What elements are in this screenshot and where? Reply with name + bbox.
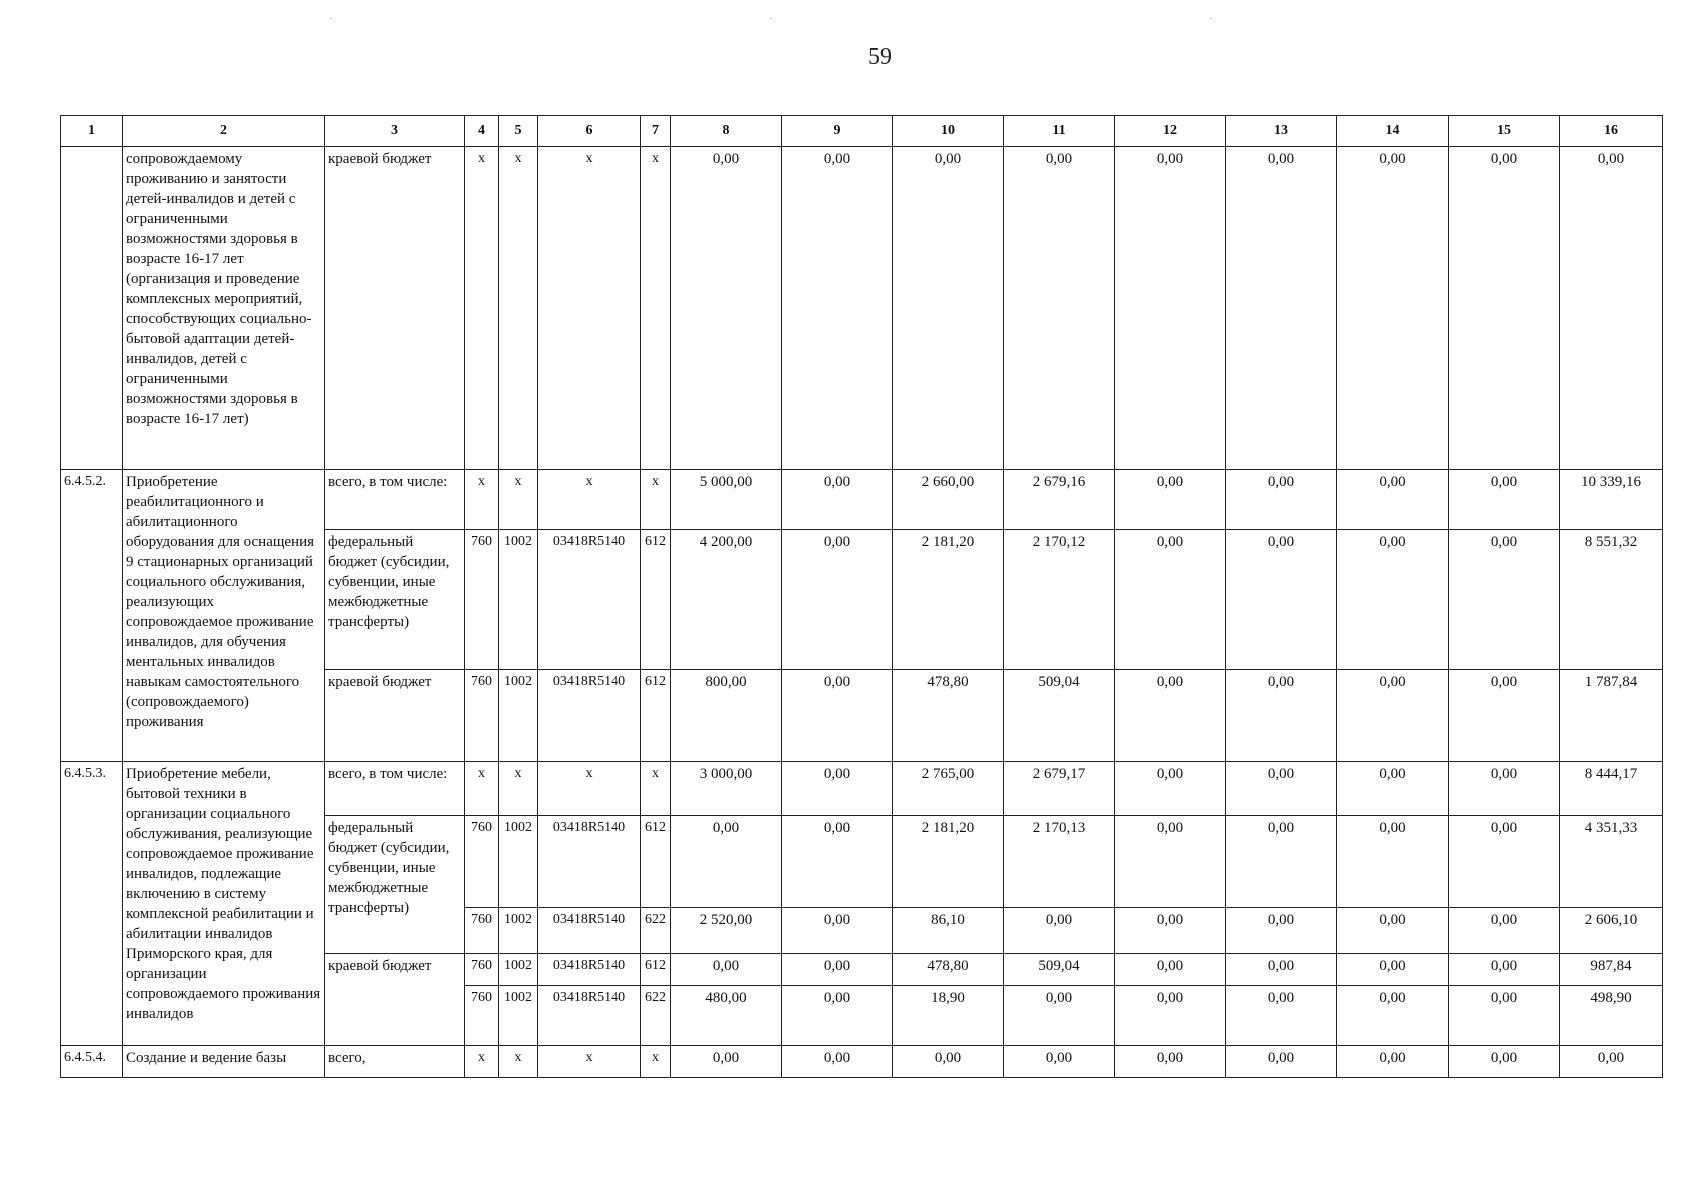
cell-value: 0,00 xyxy=(1226,530,1337,670)
cell-total: 498,90 xyxy=(1560,986,1663,1046)
cell-value: 2 660,00 xyxy=(893,470,1004,530)
cell-value: 0,00 xyxy=(1449,470,1560,530)
column-header: 11 xyxy=(1004,116,1115,147)
cell-total: 987,84 xyxy=(1560,954,1663,986)
table-row xyxy=(61,762,1663,816)
funding-source: всего, в том числе: xyxy=(325,470,465,530)
cell-csr: 03418R5140 xyxy=(538,670,641,762)
row-number xyxy=(61,147,123,470)
cell-vr: x xyxy=(641,1046,671,1078)
cell-value: 0,00 xyxy=(1337,908,1449,954)
column-header: 2 xyxy=(123,116,325,147)
cell-value: 0,00 xyxy=(782,816,893,908)
cell-value: 0,00 xyxy=(1115,530,1226,670)
table-row xyxy=(61,470,1663,530)
cell-csr: 03418R5140 xyxy=(538,530,641,670)
column-header: 3 xyxy=(325,116,465,147)
column-header: 14 xyxy=(1337,116,1449,147)
cell-value: 0,00 xyxy=(1115,670,1226,762)
cell-value: 0,00 xyxy=(1337,530,1449,670)
cell-value: 0,00 xyxy=(1449,954,1560,986)
cell-grbs: 760 xyxy=(465,908,499,954)
cell-value: 0,00 xyxy=(1449,147,1560,470)
funding-source: краевой бюджет xyxy=(325,670,465,762)
cell-value: 0,00 xyxy=(1004,908,1115,954)
cell-rzpr: 1002 xyxy=(499,954,538,986)
cell-total: 1 787,84 xyxy=(1560,670,1663,762)
cell-total: 0,00 xyxy=(1560,147,1663,470)
cell-value: 0,00 xyxy=(671,1046,782,1078)
cell-value: 0,00 xyxy=(782,147,893,470)
cell-value: 0,00 xyxy=(1115,816,1226,908)
cell-value: 4 200,00 xyxy=(671,530,782,670)
cell-value: 0,00 xyxy=(1449,986,1560,1046)
cell-value: 478,80 xyxy=(893,954,1004,986)
cell-value: 0,00 xyxy=(1226,908,1337,954)
cell-grbs: x xyxy=(465,762,499,816)
cell-value: 509,04 xyxy=(1004,954,1115,986)
cell-grbs: 760 xyxy=(465,670,499,762)
cell-value: 0,00 xyxy=(1004,147,1115,470)
cell-grbs: 760 xyxy=(465,816,499,908)
cell-csr: 03418R5140 xyxy=(538,816,641,908)
funding-source: всего, xyxy=(325,1046,465,1078)
cell-value: 0,00 xyxy=(1449,530,1560,670)
cell-value: 0,00 xyxy=(1115,470,1226,530)
column-header: 6 xyxy=(538,116,641,147)
column-header: 7 xyxy=(641,116,671,147)
cell-value: 3 000,00 xyxy=(671,762,782,816)
cell-value: 0,00 xyxy=(1337,670,1449,762)
page-number: 59 xyxy=(868,44,892,70)
cell-value: 0,00 xyxy=(1449,1046,1560,1078)
cell-value: 0,00 xyxy=(1115,908,1226,954)
column-header: 13 xyxy=(1226,116,1337,147)
cell-value: 0,00 xyxy=(1004,986,1115,1046)
cell-total: 4 351,33 xyxy=(1560,816,1663,908)
cell-grbs: 760 xyxy=(465,986,499,1046)
cell-csr: 03418R5140 xyxy=(538,954,641,986)
cell-value: 0,00 xyxy=(782,1046,893,1078)
cell-value: 0,00 xyxy=(1226,762,1337,816)
scan-speck xyxy=(770,18,772,19)
cell-rzpr: x xyxy=(499,762,538,816)
cell-value: 2 170,13 xyxy=(1004,816,1115,908)
cell-value: 0,00 xyxy=(1115,986,1226,1046)
cell-vr: 622 xyxy=(641,908,671,954)
cell-total: 10 339,16 xyxy=(1560,470,1663,530)
cell-value: 86,10 xyxy=(893,908,1004,954)
funding-source: краевой бюджет xyxy=(325,954,465,1046)
cell-csr: 03418R5140 xyxy=(538,908,641,954)
table-row xyxy=(61,1046,1663,1078)
cell-vr: 612 xyxy=(641,670,671,762)
cell-value: 0,00 xyxy=(1449,908,1560,954)
column-header: 12 xyxy=(1115,116,1226,147)
cell-rzpr: 1002 xyxy=(499,986,538,1046)
cell-value: 0,00 xyxy=(1115,954,1226,986)
cell-vr: x xyxy=(641,762,671,816)
scan-speck xyxy=(330,18,332,19)
cell-value: 0,00 xyxy=(1004,1046,1115,1078)
cell-value: 0,00 xyxy=(1337,986,1449,1046)
cell-csr: x xyxy=(538,1046,641,1078)
cell-value: 0,00 xyxy=(1226,1046,1337,1078)
cell-value: 2 181,20 xyxy=(893,816,1004,908)
cell-grbs: 760 xyxy=(465,954,499,986)
cell-value: 0,00 xyxy=(1226,986,1337,1046)
cell-value: 0,00 xyxy=(671,816,782,908)
cell-value: 2 679,16 xyxy=(1004,470,1115,530)
cell-value: 0,00 xyxy=(1337,954,1449,986)
cell-value: 0,00 xyxy=(1226,147,1337,470)
cell-value: 0,00 xyxy=(782,470,893,530)
cell-value: 0,00 xyxy=(893,147,1004,470)
cell-value: 0,00 xyxy=(1449,670,1560,762)
cell-value: 0,00 xyxy=(1337,816,1449,908)
column-header: 16 xyxy=(1560,116,1663,147)
column-header: 5 xyxy=(499,116,538,147)
cell-rzpr: 1002 xyxy=(499,908,538,954)
cell-value: 0,00 xyxy=(671,147,782,470)
cell-value: 0,00 xyxy=(1337,147,1449,470)
cell-rzpr: x xyxy=(499,1046,538,1078)
cell-value: 0,00 xyxy=(1115,762,1226,816)
cell-value: 800,00 xyxy=(671,670,782,762)
cell-value: 0,00 xyxy=(1337,1046,1449,1078)
cell-rzpr: 1002 xyxy=(499,530,538,670)
cell-csr: 03418R5140 xyxy=(538,986,641,1046)
budget-table xyxy=(60,115,1663,1078)
cell-value: 509,04 xyxy=(1004,670,1115,762)
cell-value: 0,00 xyxy=(782,530,893,670)
cell-rzpr: 1002 xyxy=(499,670,538,762)
funding-source: федеральный бюджет (субсидии, субвенции, иные межбюджетные трансферты) xyxy=(325,530,465,670)
cell-value: 0,00 xyxy=(1226,816,1337,908)
cell-value: 0,00 xyxy=(782,670,893,762)
cell-total: 8 551,32 xyxy=(1560,530,1663,670)
cell-value: 0,00 xyxy=(1115,147,1226,470)
cell-rzpr: x xyxy=(499,147,538,470)
header-row xyxy=(61,116,1663,147)
cell-value: 0,00 xyxy=(1337,470,1449,530)
funding-source: краевой бюджет xyxy=(325,147,465,470)
cell-value: 0,00 xyxy=(1226,954,1337,986)
cell-value: 0,00 xyxy=(1115,1046,1226,1078)
cell-total: 8 444,17 xyxy=(1560,762,1663,816)
cell-value: 0,00 xyxy=(893,1046,1004,1078)
scan-speck xyxy=(1210,18,1212,19)
cell-value: 0,00 xyxy=(1226,670,1337,762)
row-number: 6.4.5.2. xyxy=(61,470,123,762)
cell-vr: x xyxy=(641,147,671,470)
funding-source: всего, в том числе: xyxy=(325,762,465,816)
column-header: 9 xyxy=(782,116,893,147)
cell-value: 0,00 xyxy=(1226,470,1337,530)
cell-grbs: x xyxy=(465,1046,499,1078)
activity-description: Создание и ведение базы xyxy=(123,1046,325,1078)
cell-value: 0,00 xyxy=(782,762,893,816)
column-header: 4 xyxy=(465,116,499,147)
column-header: 1 xyxy=(61,116,123,147)
cell-value: 2 765,00 xyxy=(893,762,1004,816)
cell-rzpr: 1002 xyxy=(499,816,538,908)
cell-rzpr: x xyxy=(499,470,538,530)
cell-vr: 612 xyxy=(641,954,671,986)
cell-value: 5 000,00 xyxy=(671,470,782,530)
cell-value: 2 679,17 xyxy=(1004,762,1115,816)
cell-vr: 612 xyxy=(641,530,671,670)
activity-description: сопровождаемому проживанию и занятости детей-инвалидов и детей с ограниченными возможностями здоровья в возрасте 16-17 лет (организация и проведение комплексных мероприятий, способствующих социально-бытовой адаптации детей-инвалидов, детей с ограниченными возможностями здоровья в возрасте 16-17 лет) xyxy=(123,147,325,470)
activity-description: Приобретение мебели, бытовой техники в организации социального обслуживания, реализующие сопровождаемое проживание инвалидов, подлежащие включению в систему комплексной реабилитации и абилитации инвалидов Приморского края, для организации сопровождаемого проживания инвалидов xyxy=(123,762,325,1046)
cell-value: 480,00 xyxy=(671,986,782,1046)
cell-total: 0,00 xyxy=(1560,1046,1663,1078)
table-row xyxy=(61,147,1663,470)
cell-value: 0,00 xyxy=(1449,762,1560,816)
cell-csr: x xyxy=(538,762,641,816)
cell-value: 0,00 xyxy=(671,954,782,986)
cell-value: 0,00 xyxy=(782,986,893,1046)
cell-value: 18,90 xyxy=(893,986,1004,1046)
cell-value: 0,00 xyxy=(1337,762,1449,816)
column-header: 10 xyxy=(893,116,1004,147)
cell-csr: x xyxy=(538,470,641,530)
column-header: 15 xyxy=(1449,116,1560,147)
cell-grbs: x xyxy=(465,147,499,470)
activity-description: Приобретение реабилитационного и абилитационного оборудования для оснащения 9 стационарных организаций социального обслуживания, реализующих сопровождаемое проживание инвалидов, для обучения ментальных инвалидов навыкам самостоятельного (сопровождаемого) проживания xyxy=(123,470,325,762)
cell-value: 0,00 xyxy=(782,908,893,954)
cell-csr: x xyxy=(538,147,641,470)
cell-value: 478,80 xyxy=(893,670,1004,762)
cell-value: 0,00 xyxy=(1449,816,1560,908)
cell-value: 2 520,00 xyxy=(671,908,782,954)
cell-vr: 612 xyxy=(641,816,671,908)
cell-value: 2 170,12 xyxy=(1004,530,1115,670)
cell-vr: x xyxy=(641,470,671,530)
row-number: 6.4.5.3. xyxy=(61,762,123,1046)
column-header: 8 xyxy=(671,116,782,147)
cell-vr: 622 xyxy=(641,986,671,1046)
cell-value: 2 181,20 xyxy=(893,530,1004,670)
funding-source: федеральный бюджет (субсидии, субвенции, иные межбюджетные трансферты) xyxy=(325,816,465,954)
cell-value: 0,00 xyxy=(782,954,893,986)
row-number: 6.4.5.4. xyxy=(61,1046,123,1078)
cell-grbs: 760 xyxy=(465,530,499,670)
cell-total: 2 606,10 xyxy=(1560,908,1663,954)
cell-grbs: x xyxy=(465,470,499,530)
